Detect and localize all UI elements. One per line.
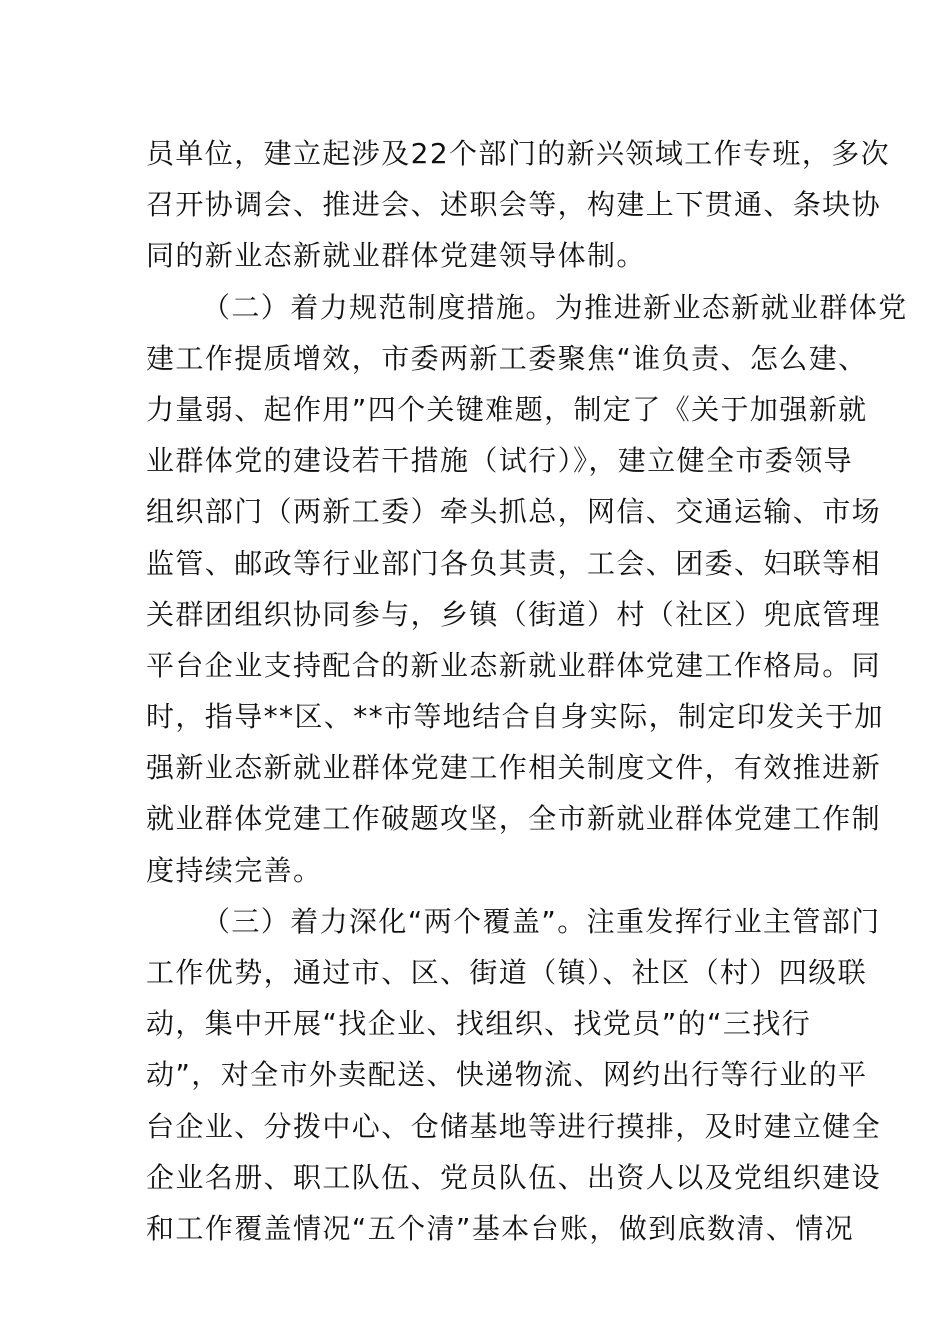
text-line: 动，集中开展“找企业、找组织、找党员”的“三找行 [146,1007,812,1041]
text-line: 建工作提质增效，市委两新工委聚焦“谁负责、怎么建、 [146,341,868,375]
text-line: 业群体党的建设若干措施（试行）》，建立健全市委领导 [146,444,854,478]
document-body [146,128,908,1254]
text-line: 工作优势，通过市、区、街道（镇）、社区（村）四级联 [146,956,868,989]
text-line: 关群团组织协同参与，乡镇（街道）村（社区）兜底管理 [146,597,882,631]
text-line: 平台企业支持配合的新业态新就业群体党建工作格局。同 [146,648,882,682]
text-line: 时，指导**区、**市等地结合自身实际，制定印发关于加 [146,700,884,734]
text-line: 监管、邮政等行业部门各负其责，工会、团委、妇联等相 [146,546,882,580]
section-heading-line: （三）着力深化“两个覆盖”。注重发挥行业主管部门 [202,904,881,938]
text-line: 召开协调会、推进会、述职会等，构建上下贯通、条块协 [146,188,882,222]
section-heading-line: （二）着力规范制度措施。为推进新业态新就业群体党 [202,290,908,324]
text-line: 就业群体党建工作破题攻坚，全市新就业群体党建工作制 [146,802,882,836]
text-line: 企业名册、职工队伍、党员队伍、出资人以及党组织建设 [146,1160,882,1194]
text-line: 强新业态新就业群体党建工作相关制度文件，有效推进新 [146,751,882,785]
text-line: 员单位，建立起涉及22个部门的新兴领域工作专班，多次 [146,137,891,170]
text-line: 台企业、分拨中心、仓储基地等进行摸排，及时建立健全 [146,1109,882,1143]
text-line: 力量弱、起作用”四个关键难题，制定了《关于加强新就 [146,392,868,426]
text-line: 度持续完善。 [146,853,323,887]
text-line: 和工作覆盖情况“五个清”基本台账，做到底数清、情况 [146,1211,855,1245]
text-line: 动”，对全市外卖配送、快递物流、网约出行等行业的平 [146,1058,868,1092]
text-line: 组织部门（两新工委）牵头抓总，网信、交通运输、市场 [146,495,882,529]
text-line: 同的新业态新就业群体党建领导体制。 [146,239,646,273]
